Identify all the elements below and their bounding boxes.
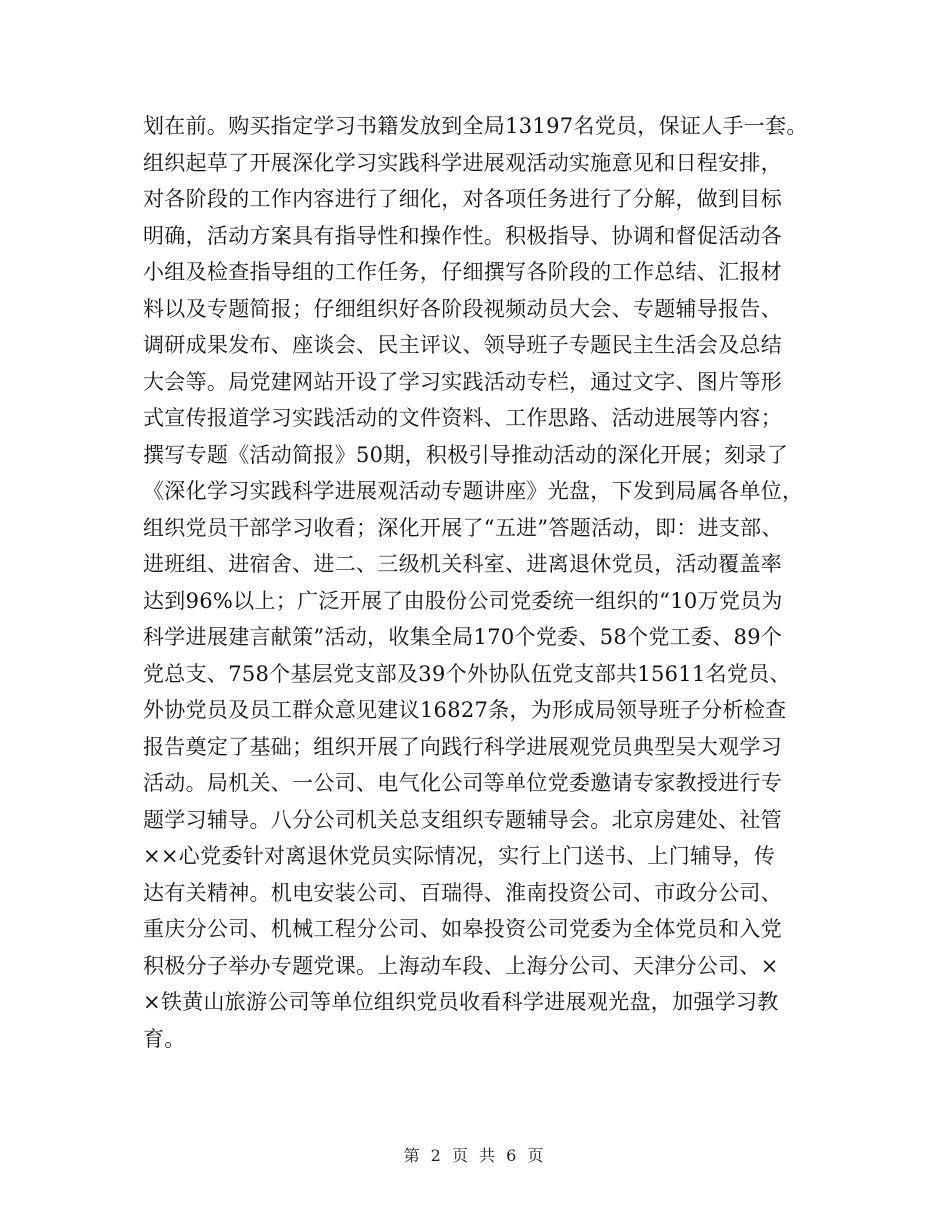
text-line: 大会等。局党建网站开设了学习实践活动专栏，通过文字、图片等形 bbox=[143, 369, 782, 394]
text-line: 划在前。购买指定学习书籍发放到全局13197名党员，保证人手一套。 bbox=[143, 114, 808, 138]
text-line: 组织党员干部学习收看；深化开展了“五进”答题活动，即：进支部、 bbox=[143, 515, 783, 540]
text-line: 料以及专题简报；仔细组织好各阶段视频动员大会、专题辅导报告、 bbox=[143, 296, 782, 321]
text-line: 对各阶段的工作内容进行了细化，对各项任务进行了分解，做到目标 bbox=[143, 187, 782, 211]
text-line: 题学习辅导。八分公司机关总支组织专题辅导会。北京房建处、社管 bbox=[143, 807, 782, 832]
text-line: 调研成果发布、座谈会、民主评议、领导班子专题民主生活会及总结 bbox=[143, 333, 782, 357]
text-line: 达到96%以上；广泛开展了由股份公司党委统一组织的“10万党员为 bbox=[143, 588, 783, 613]
text-line: 党总支、758个基层党支部及39个外协队伍党支部共15611名党员、 bbox=[143, 661, 791, 686]
text-line: 科学进展建言献策”活动，收集全局170个党委、58个党工委、89个 bbox=[143, 625, 783, 649]
body-text bbox=[143, 108, 823, 1057]
text-line: 进班组、进宿舍、进二、三级机关科室、进离退休党员，活动覆盖率 bbox=[143, 552, 782, 576]
page-number-footer: 第 2 页 共 6 页 bbox=[403, 1146, 547, 1165]
text-line: 报告奠定了基础；组织开展了向践行科学进展观党员典型吴大观学习 bbox=[143, 734, 782, 759]
text-line: 活动。局机关、一公司、电气化公司等单位党委邀请专家教授进行专 bbox=[143, 771, 782, 795]
text-line: 撰写专题《活动简报》50期，积极引导推动活动的深化开展；刻录了 bbox=[143, 442, 789, 467]
text-line: 外协党员及员工群众意见建议16827条，为形成局领导班子分析检查 bbox=[143, 698, 787, 722]
text-line: 小组及检查指导组的工作任务，仔细撰写各阶段的工作总结、汇报材 bbox=[143, 260, 782, 284]
text-line: 《深化学习实践科学进展观活动专题讲座》光盘，下发到局属各单位， bbox=[143, 479, 804, 503]
text-line: 达有关精神。机电安装公司、百瑞得、淮南投资公司、市政分公司、 bbox=[143, 880, 782, 905]
text-line: ××心党委针对离退休党员实际情况，实行上门送书、上门辅导，传 bbox=[143, 844, 776, 868]
text-line: 育。 bbox=[143, 1026, 186, 1051]
text-line: 组织起草了开展深化学习实践科学进展观活动实施意见和日程安排， bbox=[143, 150, 782, 175]
text-line: 明确，活动方案具有指导性和操作性。积极指导、协调和督促活动各 bbox=[143, 223, 782, 248]
text-line: 积极分子举办专题党课。上海动车段、上海分公司、天津分公司、× bbox=[143, 953, 779, 978]
text-line: 重庆分公司、机械工程分公司、如皋投资公司党委为全体党员和入党 bbox=[143, 917, 782, 941]
text-line: 式宣传报道学习实践活动的文件资料、工作思路、活动进展等内容； bbox=[143, 406, 782, 430]
text-line: ×铁黄山旅游公司等单位组织党员收看科学进展观光盘，加强学习教 bbox=[143, 990, 779, 1014]
